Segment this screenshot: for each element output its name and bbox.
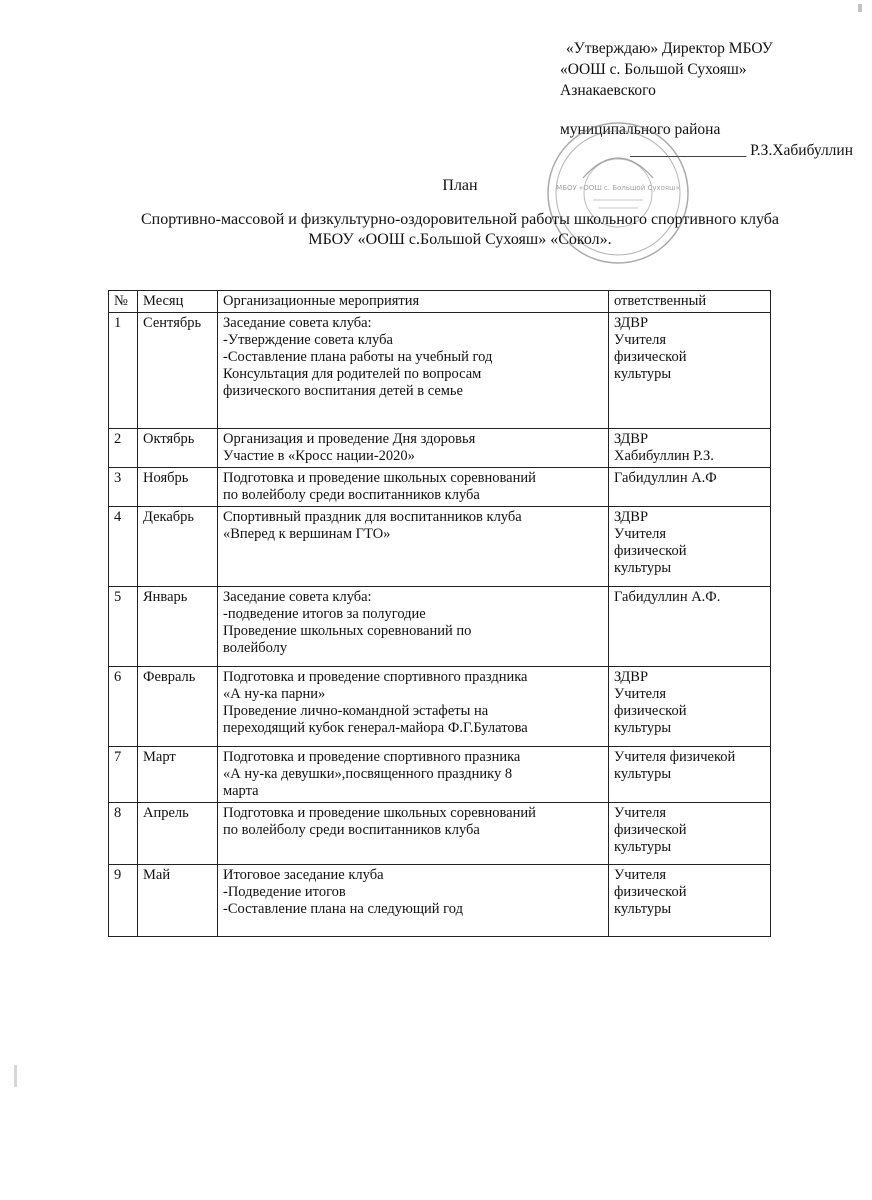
table-row	[109, 507, 771, 587]
event-line: -Подведение итогов	[223, 884, 346, 900]
scan-mark	[14, 1065, 17, 1087]
row-responsible	[609, 587, 771, 667]
event-line: Заседание совета клуба:	[223, 589, 372, 605]
row-month: Ноябрь	[138, 468, 218, 507]
scan-speck	[858, 4, 862, 12]
responsible-line: ЗДВР	[614, 509, 649, 525]
event-line: -Утверждение совета клуба	[223, 332, 393, 348]
event-line: -подведение итогов за полугодие	[223, 606, 426, 622]
event-line: по волейболу среди воспитанников клуба	[223, 822, 480, 838]
row-num: 5	[109, 587, 138, 667]
approval-line-2: «ООШ с. Большой Сухояш»	[560, 61, 747, 78]
event-line: Консультация для родителей по вопросам	[223, 366, 482, 382]
header-events: Организационные мероприятия	[218, 291, 609, 313]
approval-gap	[560, 101, 860, 119]
event-line: переходящий кубок генерал-майора Ф.Г.Булатова	[223, 720, 528, 736]
approval-line-1: «Утверждаю» Директор МБОУ	[566, 40, 773, 57]
row-responsible	[609, 667, 771, 747]
event-line: Подготовка и проведение спортивного празника	[223, 749, 521, 765]
responsible-line: физической	[614, 543, 687, 559]
row-events	[218, 747, 609, 803]
row-events	[218, 865, 609, 937]
title-heading: План	[442, 177, 478, 194]
responsible-line: физической	[614, 349, 687, 365]
responsible-line: Учителя физичекой	[614, 749, 736, 765]
responsible-line: физической	[614, 703, 687, 719]
approval-signature: _______________ Р.З.Хабибуллин	[630, 142, 854, 159]
table-row	[109, 747, 771, 803]
header-num: №	[109, 291, 138, 313]
responsible-line: Габидуллин А.Ф.	[614, 589, 721, 605]
row-events	[218, 803, 609, 865]
responsible-line: Хабибуллин Р.З.	[614, 448, 714, 464]
row-num: 6	[109, 667, 138, 747]
event-line: волейболу	[223, 640, 288, 656]
responsible-line: ЗДВР	[614, 669, 649, 685]
event-line: Организация и проведение Дня здоровья	[223, 431, 476, 447]
row-month: Апрель	[138, 803, 218, 865]
responsible-line: Габидуллин А.Ф	[614, 470, 717, 486]
row-month: Сентябрь	[138, 313, 218, 429]
table-row	[109, 468, 771, 507]
row-events	[218, 313, 609, 429]
responsible-line: Учителя	[614, 332, 666, 348]
row-month: Декабрь	[138, 507, 218, 587]
responsible-line: культуры	[614, 901, 672, 917]
row-responsible	[609, 468, 771, 507]
table-row	[109, 803, 771, 865]
event-line: Проведение школьных соревнований по	[223, 623, 472, 639]
event-line: Итоговое заседание клуба	[223, 867, 384, 883]
event-line: по волейболу среди воспитанников клуба	[223, 487, 480, 503]
event-line: Заседание совета клуба:	[223, 315, 372, 331]
event-line: Подготовка и проведение спортивного праздника	[223, 669, 528, 685]
row-num: 9	[109, 865, 138, 937]
responsible-line: культуры	[614, 366, 672, 382]
responsible-line: Учителя	[614, 805, 666, 821]
responsible-line: культуры	[614, 720, 672, 736]
row-events	[218, 429, 609, 468]
stamp-text: МБОУ «ООШ с. Большой Сухояш»	[556, 184, 680, 192]
row-num: 8	[109, 803, 138, 865]
event-line: «Вперед к вершинам ГТО»	[223, 526, 391, 542]
row-responsible	[609, 313, 771, 429]
header-responsible: ответственный	[609, 291, 771, 313]
row-events	[218, 507, 609, 587]
title-line-1: Спортивно-массовой и физкультурно-оздоровительной работы школьного спортивного клуба	[140, 211, 780, 228]
row-events	[218, 667, 609, 747]
row-month: Февраль	[138, 667, 218, 747]
row-events	[218, 587, 609, 667]
event-line: марта	[223, 783, 259, 799]
table-row	[109, 865, 771, 937]
event-line: «А ну-ка парни»	[223, 686, 326, 702]
document-title	[100, 176, 820, 250]
event-line: Подготовка и проведение школьных соревнований	[223, 805, 536, 821]
row-month: Январь	[138, 587, 218, 667]
row-num: 1	[109, 313, 138, 429]
row-responsible	[609, 507, 771, 587]
row-responsible	[609, 429, 771, 468]
row-num: 3	[109, 468, 138, 507]
event-line: Спортивный праздник для воспитанников клуба	[223, 509, 522, 525]
approval-line-3: Азнакаевского	[560, 82, 656, 99]
responsible-line: ЗДВР	[614, 315, 649, 331]
responsible-line: культуры	[614, 560, 672, 576]
event-line: «А ну-ка девушки»,посвященного празднику 8	[223, 766, 513, 782]
row-responsible	[609, 747, 771, 803]
row-responsible	[609, 803, 771, 865]
row-num: 2	[109, 429, 138, 468]
row-month: Октябрь	[138, 429, 218, 468]
table-row	[109, 667, 771, 747]
responsible-line: Учителя	[614, 686, 666, 702]
row-events	[218, 468, 609, 507]
event-line: Проведение лично-командной эстафеты на	[223, 703, 489, 719]
row-num: 7	[109, 747, 138, 803]
plan-table	[108, 290, 771, 937]
row-responsible	[609, 865, 771, 937]
approval-line-4: муниципального района	[560, 121, 721, 138]
row-month: Март	[138, 747, 218, 803]
header-month: Месяц	[138, 291, 218, 313]
table-row	[109, 429, 771, 468]
event-line: -Составление плана на следующий год	[223, 901, 463, 917]
responsible-line: культуры	[614, 839, 672, 855]
responsible-line: Учителя	[614, 526, 666, 542]
title-line-2: МБОУ «ООШ с.Большой Сухояш» «Сокол».	[308, 231, 612, 248]
event-line: Участие в «Кросс нации-2020»	[223, 448, 415, 464]
table-row	[109, 313, 771, 429]
event-line: физического воспитания детей в семье	[223, 383, 463, 399]
event-line: -Составление плана работы на учебный год	[223, 349, 493, 365]
responsible-line: физической	[614, 822, 687, 838]
responsible-line: культуры	[614, 766, 672, 782]
responsible-line: физической	[614, 884, 687, 900]
responsible-line: Учителя	[614, 867, 666, 883]
row-num: 4	[109, 507, 138, 587]
table-header-row	[109, 291, 771, 313]
table-row	[109, 587, 771, 667]
row-month: Май	[138, 865, 218, 937]
event-line: Подготовка и проведение школьных соревнований	[223, 470, 536, 486]
responsible-line: ЗДВР	[614, 431, 649, 447]
